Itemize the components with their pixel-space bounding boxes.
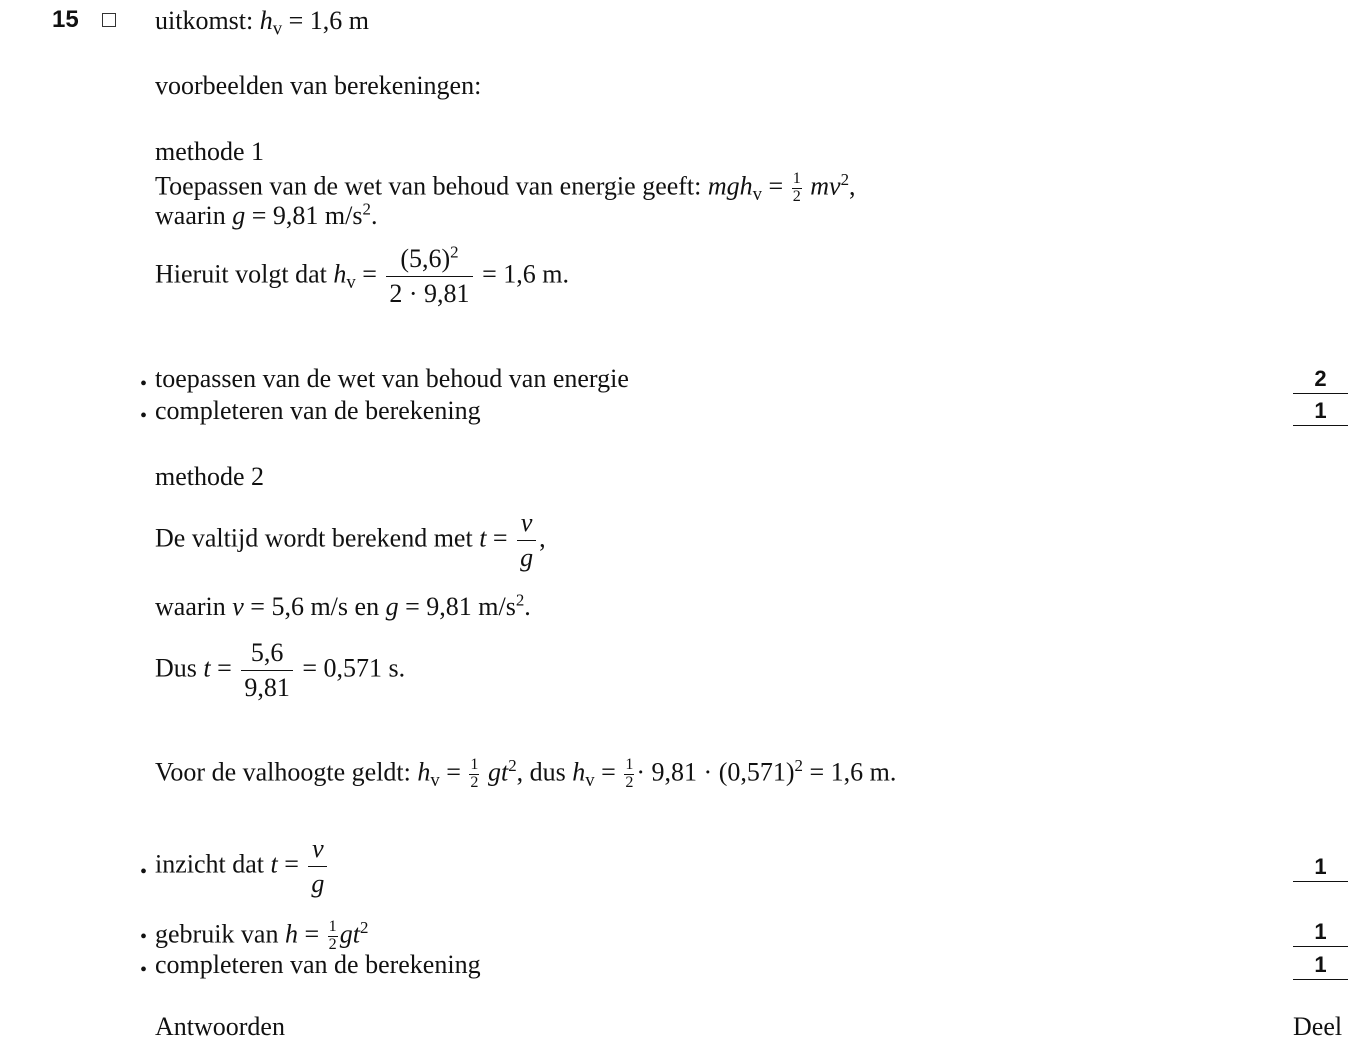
method2-line4-calc: · 9,81 · (0,571) (636, 757, 795, 787)
method1-g-value: = 9,81 m/s (251, 201, 363, 230)
result-value: = 1,6 m (288, 6, 369, 35)
method1-frac-num: (5,6) (400, 244, 451, 273)
method2-line1-text: De valtijd wordt berekend met (155, 523, 473, 553)
v-over-g-fraction: $\frac{v}{g}$ (308, 836, 327, 897)
method1-line1: Toepassen van de wet van behoud van energie geeft: mgh$_v$ = $\frac{1}{2}$ $mv^2$, (155, 170, 856, 205)
score-box: 1 (1293, 400, 1348, 426)
method2-line2: waarin v = 5,6 m/s en g = 9,81 $m/s^2$. (155, 590, 531, 621)
criterion-line: inzicht dat t = $\frac{v}{g}$ (155, 836, 330, 897)
method1-line1-text: Toepassen van de wet van behoud van energie geeft: (155, 171, 702, 201)
bullet: • (140, 926, 148, 948)
method2-line4-result: = 1,6 m. (809, 757, 897, 787)
v-over-g-fraction: $\frac{v}{g}$ (517, 510, 536, 571)
bullet: • (140, 405, 148, 427)
footer-left: Antwoorden (155, 1012, 285, 1041)
method2-frac-den: 9,81 (244, 673, 290, 702)
score-box: 1 (1293, 954, 1348, 980)
score-box: 1 (1293, 856, 1348, 882)
checkbox-icon[interactable] (102, 13, 116, 27)
method2-line3: Dus t = $\frac{5,6}{9,81}$ = 0,571 s. (155, 638, 406, 702)
score-box: 1 (1293, 921, 1348, 947)
criterion-text: completeren van de berekening (155, 396, 481, 425)
method2-title: methode 2 (155, 462, 265, 491)
method2-line4: Voor de valhoogte geldt: $h_v$ = $\frac{1}{2}$ $gt^2$, dus $h_v$ = $\frac{1}{2}$ · $9,81 \cdot (0,571)^2 = 1,6$ m. (155, 756, 897, 791)
method1-line2: waarin g = 9,81 $m/s^2$. (155, 199, 378, 230)
method1-line3-text: Hieruit volgt dat (155, 259, 327, 289)
method2-g-value: = 9,81 m/s (405, 592, 516, 621)
method1-title: methode 1 (155, 137, 265, 166)
criterion-text: toepassen van de wet van behoud van energie (155, 364, 629, 393)
method1-fraction: $\frac{(5,6)^2}{2 \cdot 9,81}$ (386, 246, 472, 307)
score-box: 2 (1293, 368, 1348, 394)
method2-fraction (241, 640, 293, 701)
method1-frac-den: 2 · 9,81 (389, 279, 470, 308)
criterion-line: gebruik van h = $\frac{1}{2}$ $gt^2$ (155, 918, 369, 953)
bullet: • (140, 373, 148, 395)
method2-line3-text: Dus (155, 653, 197, 683)
method1-line3: Hieruit volgt dat $h_v$ = $\frac{(5,6)^2}{2 \cdot 9,81}$ = 1,6 m. (155, 242, 569, 308)
method2-v-value: = 5,6 m/s en (250, 592, 380, 621)
result-line: uitkomst: $h_v = 1,6$ m (155, 6, 369, 40)
bullet: • (140, 861, 148, 883)
criterion-text: gebruik van (155, 919, 279, 949)
criterion-text: inzicht dat (155, 849, 265, 879)
intro-text: voorbeelden van berekeningen: (155, 71, 482, 100)
half-fraction: $\frac{1}{2}$ (625, 756, 634, 791)
method2-line4-mid: , dus (516, 757, 566, 787)
result-label: uitkomst: (155, 6, 254, 35)
method2-line1: De valtijd wordt berekend met t = $\frac{v}{g}$ , (155, 508, 546, 572)
method2-line2-text: waarin (155, 592, 226, 621)
criterion-text: completeren van de berekening (155, 950, 481, 979)
bullet: • (140, 959, 148, 981)
half-fraction: $\frac{1}{2}$ (328, 918, 337, 953)
method2-frac-num: 5,6 (241, 640, 293, 671)
method2-line3-result: = 0,571 s. (302, 653, 406, 683)
half-fraction: $\frac{1}{2}$ (470, 756, 479, 791)
method1-line3-result: = 1,6 m. (482, 259, 569, 289)
method2-line4-text: Voor de valhoogte geldt: (155, 757, 411, 787)
question-number: 15 (52, 6, 79, 33)
footer-right: Deel (1293, 1012, 1343, 1041)
method1-line2-text: waarin (155, 201, 226, 230)
half-fraction: $\frac{1}{2}$ (792, 170, 801, 205)
